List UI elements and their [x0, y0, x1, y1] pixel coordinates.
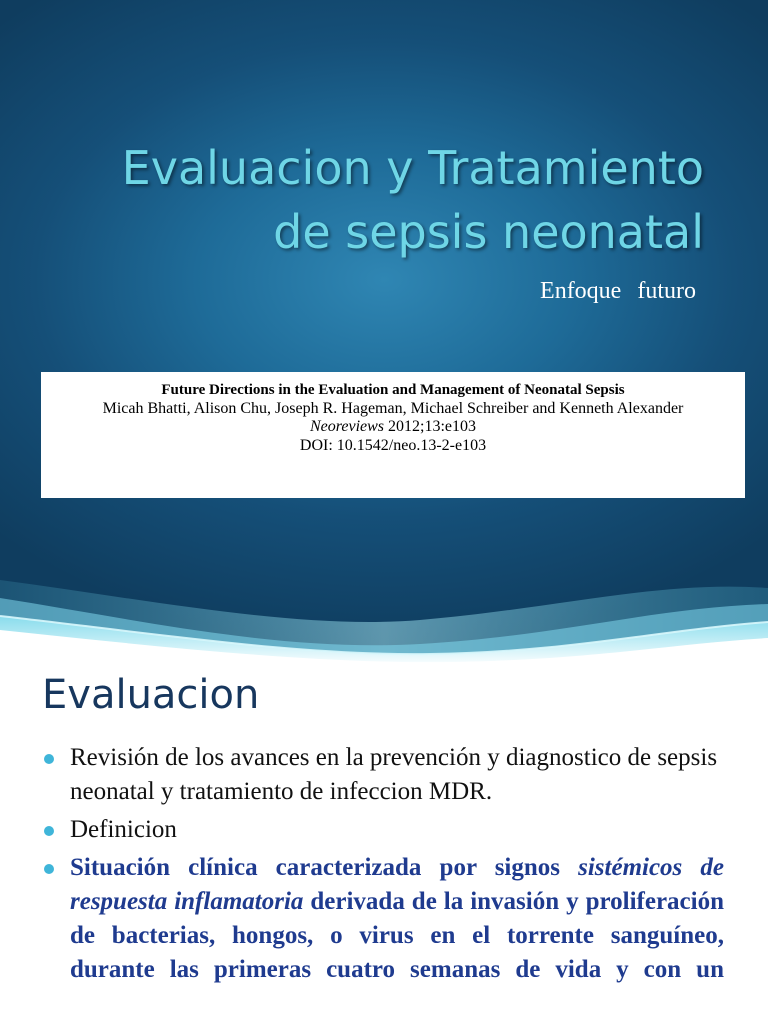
bullet-dot-icon — [44, 754, 54, 764]
bullet-dot-icon — [44, 826, 54, 836]
definition-text-italic: sistémicos de respuesta inflamatoria — [70, 854, 724, 915]
citation-doi: DOI: 10.1542/neo.13-2-e103 — [299, 437, 487, 454]
definition-text-end: derivada de la invasión y proliferación de bacterias, hongos, o virus en el torrente sanguíneo, durante las primeras cuatro semanas de vida y con un — [70, 888, 724, 983]
bullet-item — [44, 741, 724, 809]
title-line-2: de sepsis neonatal — [273, 205, 704, 259]
content-slide — [0, 666, 768, 1024]
citation-journal-line — [41, 417, 745, 436]
decorative-wave — [0, 560, 768, 666]
bullet-item-definition — [44, 851, 724, 987]
citation-authors: Micah Bhatti, Alison Chu, Joseph R. Hageman, Michael Schreiber and Kenneth Alexander — [102, 400, 684, 417]
bullet-dot-icon — [44, 864, 54, 874]
definition-text-start: Situación clínica caracterizada por signos — [70, 854, 579, 881]
bullet-text: Revisión de los avances en la prevención y diagnostico de sepsis neonatal y tratamiento de infeccion MDR. — [70, 744, 718, 805]
title-line-1: Evaluacion y Tratamiento — [121, 141, 704, 195]
citation-title: Future Directions in the Evaluation and Management of Neonatal Sepsis — [161, 382, 625, 398]
citation-box — [41, 372, 745, 498]
bullet-list — [44, 741, 724, 991]
bullet-text: Definicion — [70, 816, 177, 843]
slide-heading: Evaluacion — [42, 672, 260, 718]
bullet-item — [44, 813, 724, 847]
citation-issue: 2012;13:e103 — [384, 418, 477, 435]
citation-journal: Neoreviews — [309, 418, 385, 435]
slide-title — [24, 136, 704, 264]
slide-subtitle: Enfoque futuro — [540, 278, 696, 304]
